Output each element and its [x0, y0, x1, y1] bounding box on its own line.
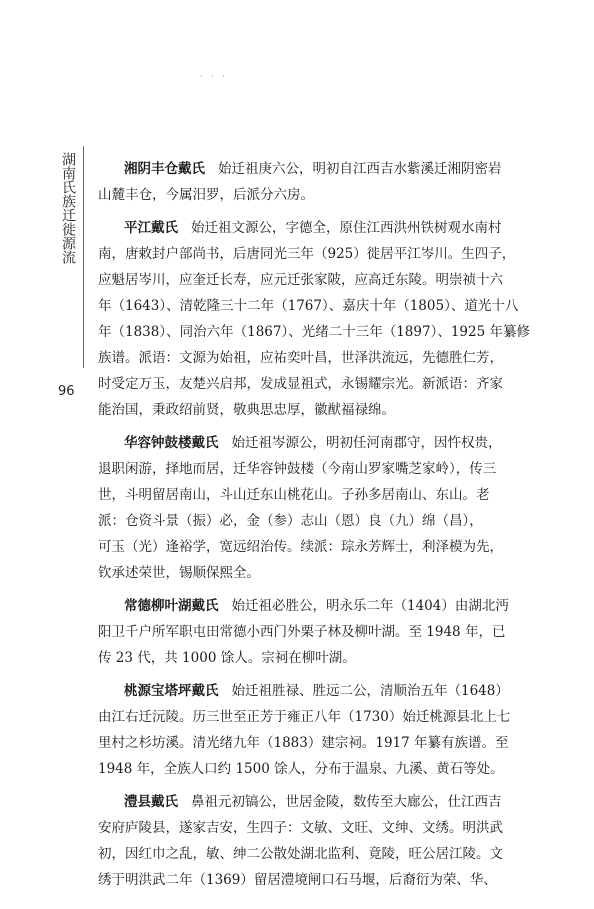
line-text: 1948 年，全族人口约 1500 馀人，分布于温泉、九溪、黄石等处。: [98, 761, 504, 777]
line-text: 山麓丰仓，今属汨罗，后派分六房。: [98, 187, 314, 203]
header-rule: [83, 146, 84, 368]
text-line: [98, 841, 538, 867]
line-text: 鼻祖元初镐公，世居金陵，数传至大廊公，仕江西吉: [191, 794, 502, 810]
text-line: [98, 345, 538, 371]
line-text: 始迁祖文源公，字德全，原住江西洪州铁树观水南村: [191, 220, 502, 236]
clan-entry: [98, 215, 538, 423]
text-line: [98, 215, 538, 241]
page-number: 96: [58, 384, 75, 399]
line-text: 派：仓资斗景（振）必，金（参）志山（恩）良（九）绵（昌），: [98, 513, 483, 529]
text-line: [98, 156, 538, 182]
line-text: 退职闲游，择地而居，迁华容钟鼓楼（今南山罗家嘴芝家岭），传三: [98, 461, 497, 477]
text-line: [98, 371, 538, 397]
text-line: [98, 730, 538, 756]
line-text: 安府庐陵县，遂家吉安，生四子：文敏、文旺、文绅、文绣。明洪武: [98, 820, 503, 836]
clan-heading: 常德柳叶湖戴氏: [124, 598, 219, 614]
line-text: 钦承述荣世，锡顺保熙全。: [98, 565, 260, 581]
text-line: [98, 508, 538, 534]
text-line: [98, 182, 538, 208]
line-text: 阳卫千户所军职屯田常德小西门外栗子林及柳叶湖。至 1948 年，已: [98, 624, 506, 640]
text-line: [98, 867, 538, 893]
body-text: [98, 156, 538, 900]
text-line: [98, 678, 538, 704]
line-text: 由江右迁沅陵。历三世至正芳于雍正八年（1730）始迁桃源县北上七: [98, 709, 511, 725]
line-text: 能治国，秉政绍前贤，敬典思忠厚，徽猷福禄绵。: [98, 402, 395, 418]
text-line: [98, 789, 538, 815]
text-line: [98, 645, 538, 671]
line-text: 始迁祖胜禄、胜远二公，清顺治五年（1648）: [231, 683, 509, 699]
text-line: [98, 456, 538, 482]
line-text: 应魁居岑川，应奎迁长寿，应元迁张家陂，应高迁东陵。明崇祯十六: [98, 272, 503, 288]
line-text: 南，唐敕封户部尚书，后唐同光三年（925）徙居平江岑川。生四子，: [98, 246, 516, 262]
clan-heading: 湘阴丰仓戴氏: [124, 161, 205, 177]
scan-speckle: · · ·: [200, 72, 228, 81]
text-line: [98, 560, 538, 586]
line-text: 始迁祖庚六公，明初自江西吉水紫溪迁湘阴密岩: [218, 161, 502, 177]
line-text: 始迁祖岑源公，明初任河南郡守，因忤权贵，: [231, 435, 502, 451]
text-line: [98, 241, 538, 267]
text-line: [98, 430, 538, 456]
line-text: 世，斗明留居南山，斗山迁东山桃花山。子孙多居南山、东山。老: [98, 487, 490, 503]
clan-entry: [98, 789, 538, 893]
clan-heading: 澧县戴氏: [124, 794, 178, 810]
line-text: 绣于明洪武二年（1369）留居澧境闸口石马堰，后裔衍为荣、华、: [98, 872, 497, 888]
text-line: [98, 397, 538, 423]
text-line: [98, 593, 538, 619]
line-text: 初，因红巾之乱，敏、绅二公散处湖北监利、竟陵，旺公居江陵。文: [98, 846, 503, 862]
running-header-title: 湖南氏族迁徙源流: [60, 152, 76, 264]
clan-entry: [98, 156, 538, 208]
clan-entry: [98, 593, 538, 671]
text-line: [98, 704, 538, 730]
line-text: 时受定万玉，友楚兴启邦，发成显祖式，永锡耀宗光。新派语：齐家: [98, 376, 503, 392]
text-line: [98, 534, 538, 560]
line-text: 年（1643）、清乾隆三十二年（1767）、嘉庆十年（1805）、道光十八: [98, 298, 519, 314]
text-line: [98, 482, 538, 508]
clan-heading: 桃源宝塔坪戴氏: [124, 683, 219, 699]
clan-entry: [98, 678, 538, 782]
clan-heading: 华容钟鼓楼戴氏: [124, 435, 219, 451]
clan-heading: 平江戴氏: [124, 220, 178, 236]
text-line: [98, 756, 538, 782]
text-line: [98, 815, 538, 841]
clan-entry: [98, 430, 538, 586]
line-text: 始迁祖必胜公，明永乐二年（1404）由湖北沔: [231, 598, 509, 614]
text-line: [98, 267, 538, 293]
line-text: 可玉（光）逢裕学，宽远绍治传。续派：琮永芳辉士，利泽模为先，: [98, 539, 503, 555]
line-text: 里村之杉坊溪。清光绪九年（1883）建宗祠。1917 年纂有族谱。至: [98, 735, 509, 751]
text-line: [98, 319, 538, 345]
line-text: 族谱。派语：文源为始祖，应祐奕叶昌，世泽洪流远，先德胜仁芳，: [98, 350, 503, 366]
line-text: 年（1838）、同治六年（1867）、光绪二十三年（1897）、1925 年纂修: [98, 324, 530, 340]
text-line: [98, 619, 538, 645]
line-text: 传 23 代，共 1000 馀人。宗祠在柳叶湖。: [98, 650, 356, 666]
text-line: [98, 293, 538, 319]
